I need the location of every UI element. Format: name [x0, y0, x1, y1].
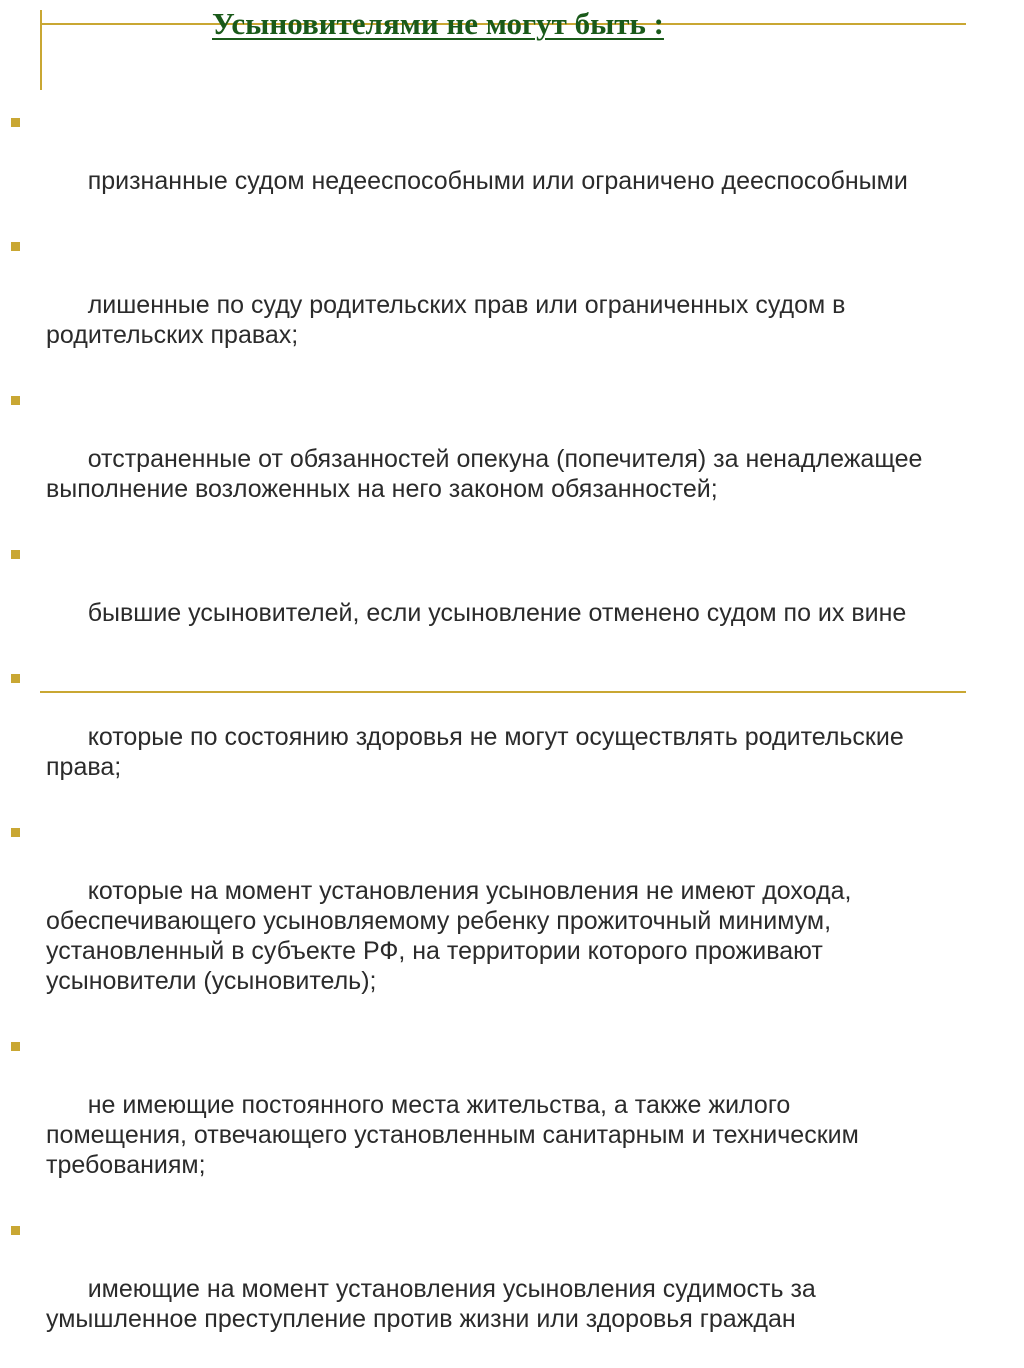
- square-bullet-icon: [11, 396, 20, 405]
- square-bullet-icon: [11, 674, 20, 683]
- square-bullet-icon: [11, 828, 20, 837]
- list-item-text: которые по состоянию здоровья не могут осуществлять родительские права;: [46, 723, 904, 781]
- list-item: [0, 384, 1024, 534]
- list-item-text: лишенные по суду родительских прав или ограниченных судом в родительских правах;: [46, 291, 846, 349]
- slide-title: Усыновителями не могут быть :: [212, 6, 664, 41]
- bullet-list: [0, 106, 1024, 1368]
- list-item-text: не имеющие постоянного места жительства, а также жилого помещения, отвечающего установленным санитарным и техническим требованиям;: [46, 1091, 859, 1179]
- square-bullet-icon: [11, 118, 20, 127]
- list-item: [0, 230, 1024, 380]
- list-item-text: отстраненные от обязанностей опекуна (попечителя) за ненадлежащее выполнение возложенных на него законом обязанностей;: [46, 445, 923, 503]
- list-item: [0, 816, 1024, 1026]
- list-item-text: признанные судом недееспособными или ограничено дееспособными: [87, 167, 908, 195]
- top-vertical-rule: [40, 10, 42, 90]
- square-bullet-icon: [11, 550, 20, 559]
- list-item: [0, 1030, 1024, 1210]
- bottom-horizontal-rule: [40, 691, 966, 693]
- list-item-text: которые на момент установления усыновления не имеют дохода, обеспечивающего усыновляемому ребенку прожиточный минимум, установленный в субъекте РФ, на территории которого проживают усыновители (усыновитель);: [46, 877, 852, 995]
- list-item-text: имеющие на момент установления усыновления судимость за умышленное преступление против жизни или здоровья граждан: [46, 1275, 816, 1333]
- list-item-text: бывшие усыновителей, если усыновление отменено судом по их вине: [87, 599, 907, 627]
- list-item: [0, 662, 1024, 812]
- list-item: [0, 538, 1024, 658]
- list-item: [0, 1214, 1024, 1364]
- list-item: [0, 106, 1024, 226]
- square-bullet-icon: [11, 242, 20, 251]
- square-bullet-icon: [11, 1226, 20, 1235]
- square-bullet-icon: [11, 1042, 20, 1051]
